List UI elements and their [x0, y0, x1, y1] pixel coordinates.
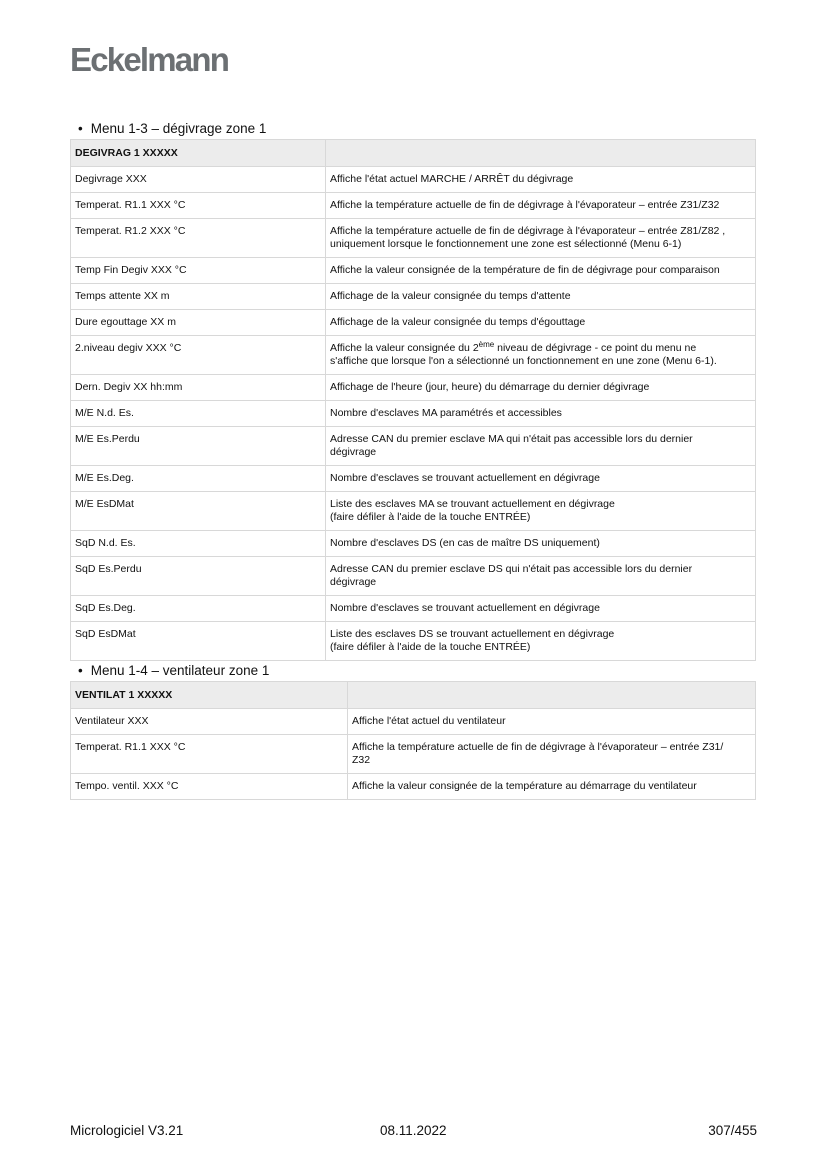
- param-cell: Temp Fin Degiv XXX °C: [71, 258, 326, 284]
- table-row: [71, 596, 756, 622]
- param-cell: 2.niveau degiv XXX °C: [71, 336, 326, 375]
- desc-cell: [326, 622, 756, 661]
- section-heading-menu-1-3: [78, 121, 266, 137]
- desc-line-2: dégivrage: [330, 446, 377, 458]
- desc-line-1: Affiche la température actuelle de fin de dégivrage à l'évaporateur – entrée Z81/Z82 ,: [330, 225, 726, 237]
- bullet: •: [78, 121, 83, 136]
- desc-cell: [326, 219, 756, 258]
- company-logo: Eckelmann: [70, 41, 229, 78]
- table-row: [71, 427, 756, 466]
- table-header-row: [71, 682, 756, 709]
- table-row: [71, 258, 756, 284]
- desc-line-1: Adresse CAN du premier esclave DS qui n'était pas accessible lors du dernier: [330, 563, 693, 575]
- param-cell: M/E EsDMat: [71, 492, 326, 531]
- desc-cell: Nombre d'esclaves DS (en cas de maître DS uniquement): [326, 531, 756, 557]
- desc-line-1: Liste des esclaves MA se trouvant actuellement en dégivrage: [330, 498, 615, 510]
- table-row: [71, 735, 756, 774]
- param-cell: Ventilateur XXX: [71, 709, 348, 735]
- table-header-row: [71, 140, 756, 167]
- table-header-empty: [348, 682, 756, 709]
- table-row: [71, 774, 756, 800]
- desc-line-2: (faire défiler à l'aide de la touche ENTRÉE): [330, 641, 531, 653]
- table-row: [71, 336, 756, 375]
- desc-cell: Affiche l'état actuel du ventilateur: [348, 709, 756, 735]
- desc-cell: [326, 492, 756, 531]
- desc-line-2: uniquement lorsque le fonctionnement une zone est sélectionné (Menu 6-1): [330, 238, 682, 250]
- section-heading-text: Menu 1-3 – dégivrage zone 1: [90, 121, 267, 136]
- table-row: [71, 284, 756, 310]
- desc-line-1-pre: Affiche la valeur consignée du 2: [330, 342, 479, 354]
- desc-cell: [326, 336, 756, 375]
- desc-line-2: Z32: [352, 754, 371, 766]
- desc-line-1: Adresse CAN du premier esclave MA qui n'était pas accessible lors du dernier: [330, 433, 693, 445]
- table-row: [71, 531, 756, 557]
- footer-firmware-version: Micrologiciel V3.21: [70, 1123, 184, 1138]
- desc-cell: Nombre d'esclaves se trouvant actuellement en dégivrage: [326, 596, 756, 622]
- desc-cell: [348, 735, 756, 774]
- table-header-empty: [326, 140, 756, 167]
- superscript: ème: [478, 340, 495, 349]
- desc-cell: Affiche l'état actuel MARCHE / ARRÊT du dégivrage: [326, 167, 756, 193]
- desc-cell: [326, 427, 756, 466]
- table-row: [71, 167, 756, 193]
- section-heading-menu-1-4: [78, 663, 269, 679]
- footer-page-number: 307/455: [708, 1123, 757, 1138]
- desc-line-1: Liste des esclaves DS se trouvant actuellement en dégivrage: [330, 628, 615, 640]
- param-cell: Temperat. R1.2 XXX °C: [71, 219, 326, 258]
- bullet: •: [78, 663, 83, 678]
- param-cell: SqD Es.Deg.: [71, 596, 326, 622]
- param-cell: Tempo. ventil. XXX °C: [71, 774, 348, 800]
- table-row: [71, 310, 756, 336]
- table-row: [71, 375, 756, 401]
- desc-cell: Affiche la température actuelle de fin de dégivrage à l'évaporateur – entrée Z31/Z32: [326, 193, 756, 219]
- table-row: [71, 709, 756, 735]
- desc-line-2: s'affiche que lorsque l'on a sélectionné un fonctionnement en une zone (Menu 6-1).: [330, 355, 717, 367]
- param-cell: M/E Es.Deg.: [71, 466, 326, 492]
- table-row: [71, 219, 756, 258]
- table-row: [71, 622, 756, 661]
- footer-date: 08.11.2022: [380, 1123, 447, 1138]
- desc-line-1-post: niveau de dégivrage - ce point du menu ne: [494, 342, 697, 354]
- table-row: [71, 466, 756, 492]
- table-title: VENTILAT 1 XXXXX: [71, 682, 348, 709]
- desc-line-2: (faire défiler à l'aide de la touche ENTRÉE): [330, 511, 531, 523]
- desc-line-2: dégivrage: [330, 576, 377, 588]
- desc-cell: Affiche la valeur consignée de la température de fin de dégivrage pour comparaison: [326, 258, 756, 284]
- fan-parameter-table: [70, 681, 756, 800]
- param-cell: M/E Es.Perdu: [71, 427, 326, 466]
- desc-line-1: Affiche la température actuelle de fin de dégivrage à l'évaporateur – entrée Z31/: [352, 741, 724, 753]
- param-cell: SqD N.d. Es.: [71, 531, 326, 557]
- param-cell: M/E N.d. Es.: [71, 401, 326, 427]
- desc-cell: Affiche la valeur consignée de la température au démarrage du ventilateur: [348, 774, 756, 800]
- desc-cell: Nombre d'esclaves MA paramétrés et accessibles: [326, 401, 756, 427]
- table-row: [71, 401, 756, 427]
- defrost-parameter-table: [70, 139, 756, 661]
- param-cell: SqD EsDMat: [71, 622, 326, 661]
- table-row: [71, 492, 756, 531]
- table-title: DEGIVRAG 1 XXXXX: [71, 140, 326, 167]
- param-cell: Dern. Degiv XX hh:mm: [71, 375, 326, 401]
- desc-cell: Affichage de la valeur consignée du temps d'attente: [326, 284, 756, 310]
- desc-cell: Affichage de la valeur consignée du temps d'égouttage: [326, 310, 756, 336]
- section-heading-text: Menu 1-4 – ventilateur zone 1: [90, 663, 270, 678]
- table-row: [71, 193, 756, 219]
- param-cell: Degivrage XXX: [71, 167, 326, 193]
- param-cell: Temperat. R1.1 XXX °C: [71, 735, 348, 774]
- param-cell: SqD Es.Perdu: [71, 557, 326, 596]
- param-cell: Temps attente XX m: [71, 284, 326, 310]
- desc-cell: Nombre d'esclaves se trouvant actuellement en dégivrage: [326, 466, 756, 492]
- desc-cell: [326, 557, 756, 596]
- table-row: [71, 557, 756, 596]
- desc-cell: Affichage de l'heure (jour, heure) du démarrage du dernier dégivrage: [326, 375, 756, 401]
- param-cell: Temperat. R1.1 XXX °C: [71, 193, 326, 219]
- param-cell: Dure egouttage XX m: [71, 310, 326, 336]
